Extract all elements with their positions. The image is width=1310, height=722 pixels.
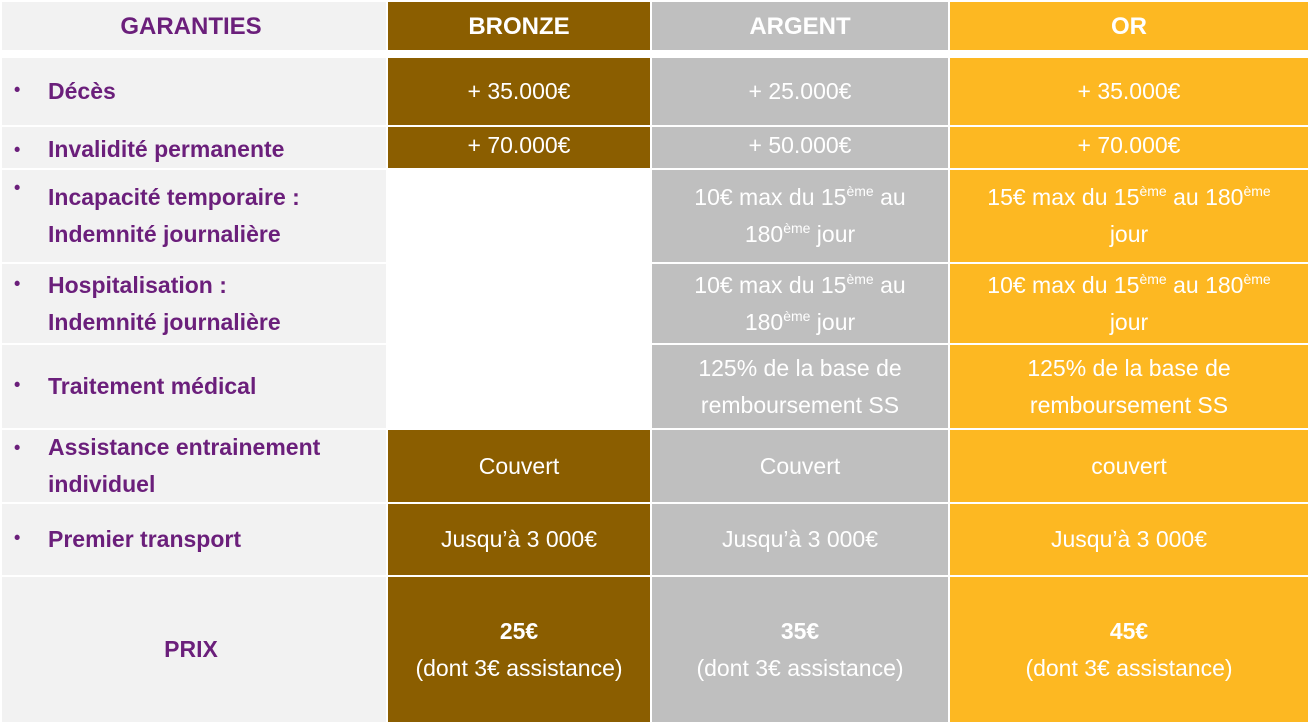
cell-bronze: Couvert — [388, 430, 650, 502]
header-or: OR — [950, 2, 1308, 50]
cell-argent: Couvert — [652, 430, 948, 502]
row-label-transport — [2, 504, 386, 575]
row-label-assistance — [2, 430, 386, 502]
label-line: Incapacité temporaire : — [48, 184, 300, 210]
cell-or: + 70.000€ — [950, 127, 1308, 168]
label-line: Indemnité journalière — [48, 221, 281, 247]
label-text: Premier transport — [48, 526, 242, 552]
cell-bronze: + 70.000€ — [388, 127, 650, 168]
header-argent: ARGENT — [652, 2, 948, 50]
bullet-icon: • — [14, 273, 21, 294]
cell-or: 10€ max du 15ème au 180ème jour — [950, 264, 1308, 343]
cell-argent: 10€ max du 15ème au 180ème jour — [652, 264, 948, 343]
bullet-icon: • — [14, 374, 21, 395]
row-label-incapacite — [2, 170, 386, 262]
cell-or: + 35.000€ — [950, 58, 1308, 125]
row-label-invalidite — [2, 127, 386, 168]
label-text: Invalidité permanente — [48, 136, 285, 162]
label-line: Assistance entrainement — [48, 434, 321, 460]
cell-bronze: + 35.000€ — [388, 58, 650, 125]
label-line: Indemnité journalière — [48, 308, 281, 335]
bullet-icon: • — [14, 527, 21, 548]
cell-or: 15€ max du 15ème au 180ème jour — [950, 170, 1308, 262]
price-argent: 35€ (dont 3€ assistance) — [652, 577, 948, 722]
bullet-icon: • — [14, 139, 21, 160]
price-or: 45€ (dont 3€ assistance) — [950, 577, 1308, 722]
cell-bronze: Jusqu’à 3 000€ — [388, 504, 650, 575]
label-text: Traitement médical — [48, 373, 257, 399]
header-bronze: BRONZE — [388, 2, 650, 50]
cell-argent: 125% de la base de remboursement SS — [652, 345, 948, 428]
cell-or: couvert — [950, 430, 1308, 502]
header-label: GARANTIES — [120, 12, 262, 40]
bullet-icon: • — [14, 437, 21, 458]
cell-argent: + 25.000€ — [652, 58, 948, 125]
row-label-hospitalisation — [2, 264, 386, 343]
label-line: individuel — [48, 471, 156, 497]
cell-argent: 10€ max du 15ème au 180ème jour — [652, 170, 948, 262]
cell-argent: + 50.000€ — [652, 127, 948, 168]
label-line: Hospitalisation : — [48, 271, 227, 298]
price-bronze: 25€ (dont 3€ assistance) — [388, 577, 650, 722]
row-label-prix: PRIX — [2, 577, 386, 722]
row-label-deces — [2, 58, 386, 125]
header-garanties — [2, 2, 386, 50]
bullet-icon: • — [14, 177, 21, 198]
label-text: Décès — [48, 78, 116, 104]
cell-bronze-empty — [388, 170, 650, 425]
cell-or: Jusqu’à 3 000€ — [950, 504, 1308, 575]
cell-or: 125% de la base de remboursement SS — [950, 345, 1308, 428]
row-label-traitement — [2, 345, 386, 428]
bullet-icon: • — [14, 79, 21, 100]
cell-argent: Jusqu’à 3 000€ — [652, 504, 948, 575]
